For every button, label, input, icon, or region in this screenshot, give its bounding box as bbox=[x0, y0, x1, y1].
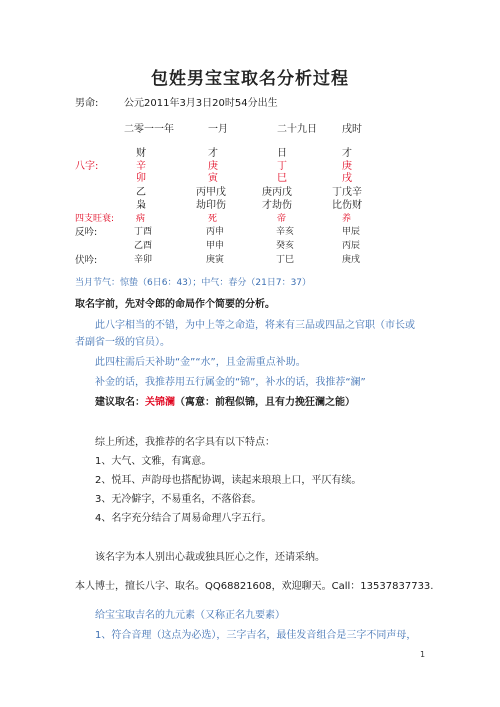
fuyin-cell: 庚戌 bbox=[342, 255, 361, 265]
branch-cell: 巳 bbox=[277, 173, 287, 184]
summary-intro: 综上所述，我推荐的名字具有以下特点： bbox=[95, 437, 275, 448]
feature-item: 4、名字充分结合了周易命理八字五行。 bbox=[95, 513, 272, 524]
stem-cell: 庚 bbox=[208, 161, 218, 172]
fanyin-cell: 辛亥 bbox=[276, 227, 295, 237]
fanyin-cell: 丙辰 bbox=[342, 241, 361, 251]
header-month: 一月 bbox=[208, 124, 228, 135]
suggestion-meaning: （寓意：前程似锦，且有力挽狂澜之能） bbox=[175, 397, 355, 408]
branch-cell: 戌 bbox=[342, 173, 352, 184]
page-number: 1 bbox=[420, 650, 426, 659]
feature-item: 3、无冷僻字，不易重名，不落俗套。 bbox=[95, 494, 262, 505]
fuyin-cell: 庚寅 bbox=[206, 255, 225, 265]
shishen-cell: 财 bbox=[136, 148, 146, 159]
shishen-cell: 日 bbox=[277, 148, 287, 159]
hidden-stem-cell: 乙 bbox=[136, 187, 146, 198]
hidden-god-cell: 枭 bbox=[136, 200, 146, 211]
analysis-para-2: 此四柱需后天补助“金”“水”，且金需重点补助。 bbox=[95, 357, 306, 368]
hidden-stem-cell: 丙甲戊 bbox=[196, 187, 226, 198]
hidden-god-cell: 劫印伤 bbox=[196, 200, 226, 211]
analysis-para-1-line-2: 者副省一级的官员）。 bbox=[75, 337, 170, 348]
hidden-stem-cell: 丁戊辛 bbox=[332, 187, 362, 198]
stem-cell: 丁 bbox=[277, 161, 287, 172]
fanyin-cell: 丙申 bbox=[206, 227, 225, 237]
analysis-para-3: 补金的话，我推荐用五行属金的“锦”，补水的话，我推荐“澜” bbox=[95, 377, 366, 388]
section-title: 给宝宝取吉名的九元素（又称正名九要素） bbox=[95, 610, 285, 621]
season-cell: 帝 bbox=[277, 214, 287, 224]
suggestion-line bbox=[95, 393, 355, 408]
fanyin-cell: 甲辰 bbox=[342, 227, 361, 237]
page-title: 包姓男宝宝取名分析过程 bbox=[151, 69, 349, 89]
hidden-god-cell: 比伤财 bbox=[332, 200, 362, 211]
birth-info: 公元2011年3月3日20时54分出生 bbox=[124, 98, 278, 109]
stem-cell: 庚 bbox=[342, 161, 352, 172]
fuyin-cell: 丁巳 bbox=[276, 255, 295, 265]
shishen-cell: 才 bbox=[208, 148, 218, 159]
branch-cell: 卯 bbox=[136, 173, 146, 184]
season-label: 四支旺衰: bbox=[75, 214, 115, 224]
fuyin-label: 伏吟: bbox=[75, 255, 98, 266]
fanyin-cell: 乙酉 bbox=[134, 241, 153, 251]
hidden-stem-cell: 庚丙戊 bbox=[262, 187, 292, 198]
suggested-name: 关锦澜 bbox=[145, 397, 175, 408]
header-hour: 戌时 bbox=[342, 124, 362, 135]
jieqi-info: 当月节气：惊蛰（6日6：43）；中气：春分（21日7：37） bbox=[75, 278, 312, 288]
shishen-cell: 才 bbox=[342, 148, 352, 159]
closing-text: 该名字为本人别出心裁或独具匠心之作，还请采纳。 bbox=[95, 552, 325, 563]
stem-cell: 辛 bbox=[136, 161, 146, 172]
hidden-god-cell: 才劫伤 bbox=[262, 200, 292, 211]
season-cell: 病 bbox=[136, 214, 146, 224]
suggestion-prefix: 建议取名： bbox=[95, 397, 145, 408]
fuyin-cell: 辛卯 bbox=[134, 255, 153, 265]
analysis-para-1-line-1: 此八字相当的不错，为中上等之命造，将来有三品或四品之官职（市长或 bbox=[95, 320, 415, 331]
contact-text: 本人博士，擅长八字、取名。QQ68821608，欢迎聊天。Call：13537837733. bbox=[75, 581, 434, 592]
season-cell: 养 bbox=[342, 214, 352, 224]
header-day: 二十九日 bbox=[277, 124, 317, 135]
branch-cell: 寅 bbox=[208, 173, 218, 184]
section-item-1: 1、符合音理（这点为必选），三字吉名，最佳发音组合是三字不同声母， bbox=[95, 630, 417, 641]
header-year: 二零一一年 bbox=[124, 124, 174, 135]
gender-label: 男命: bbox=[75, 98, 99, 109]
bazi-label: 八字: bbox=[75, 161, 99, 172]
fanyin-cell: 癸亥 bbox=[276, 241, 295, 251]
fanyin-cell: 甲申 bbox=[206, 241, 225, 251]
season-cell: 死 bbox=[208, 214, 218, 224]
intro-text: 取名字前，先对令郎的命局作个简要的分析。 bbox=[75, 299, 275, 310]
fanyin-label: 反吟: bbox=[75, 227, 98, 238]
fanyin-cell: 丁酉 bbox=[134, 227, 153, 237]
feature-item: 1、大气、文雅，有寓意。 bbox=[95, 456, 212, 467]
feature-item: 2、悦耳、声韵母也搭配协调，读起来琅琅上口，平仄有续。 bbox=[95, 475, 362, 486]
